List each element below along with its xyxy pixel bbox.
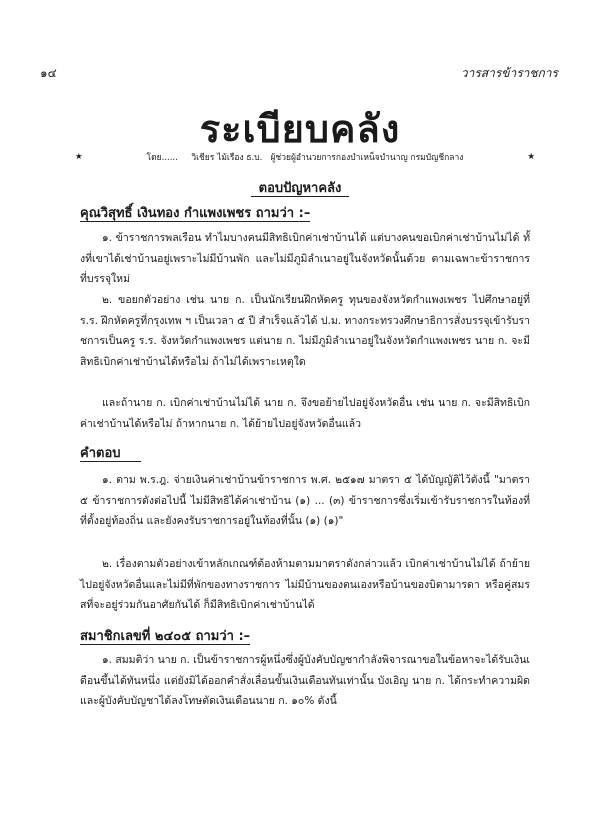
- answer-paragraph-2: ๒. เรื่องตามตัวอย่างเข้าหลักเกณฑ์ต้องห้ามตามมาตราดังกล่าวแล้ว เบิกค่าเช่าบ้านไม่ได้ ถ้าย้ายไปอยู่จังหวัดอื่นและไม่มีที่พักของทางราชการ ไม่มีบ้านของตนเองหรือบ้านของบิดามารดา หรือคู่สมรสที่จะอยู่ร่วมกันอาศัยกันได้ ก็มีสิทธิเบิกค่าเช่าบ้านได้: [80, 558, 530, 611]
- byline-text: [83, 150, 528, 164]
- question-1-paragraph-3: และถ้านาย ก. เบิกค่าเช่าบ้านไม่ได้ นาย ก. จึงขอย้ายไปอยู่จังหวัดอื่น เช่น นาย ก. จะมีสิทธิเบิกค่าเช่าบ้านได้หรือไม่ ถ้าหากนาย ก. ได้ย้ายไปอยู่จังหวัดอื่นแล้ว: [80, 397, 530, 430]
- page-number: ๑๔: [40, 66, 57, 80]
- answer-paragraph-1: ๑. ตาม พ.ร.ฎ. จ่ายเงินค่าเช่าบ้านข้าราชการ พ.ศ. ๒๕๑๗ มาตรา ๕ ได้บัญญัติไว้ดังนี้ "มาตรา ๕ ข้าราชการดังต่อไปนี้ ไม่มีสิทธิได้ค่าเช่าบ้าน (๑) ... (๓) ข้าราชการซึ่งเริ่มเข้ารับราชการในท้องที่ที่ตั้งอยู่ท้องถิ่น และยังคงรับราชการอยู่ในท้องที่นั้น (๑) (๑)": [80, 474, 530, 527]
- byline: [75, 150, 535, 164]
- question-2-paragraph-1: ๑. สมมติว่า นาย ก. เป็นข้าราชการผู้หนึ่งซึ่งผู้บังคับบัญชากำลังพิจารณาขอในข้อหาจะได้รับเงินเดือนขึ้นได้ทันหนึ่ง แต่ยังมิได้ออกคำสั่งเลื่อนขั้นเงินเดือนทันเท่านั้น บังเอิญ นาย ก. ได้กระทำความผิดและผู้บังคับบัญชาได้ลงโทษตัดเงินเดือนนาย ก. ๑๐% ดังนี้: [80, 654, 530, 707]
- page-title: ระเบียบคลัง: [199, 107, 401, 151]
- answer-heading: คำตอบ: [80, 442, 141, 463]
- question-1-paragraph-2: ๒. ขอยกตัวอย่าง เช่น นาย ก. เป็นนักเรียนฝึกหัดครู ทุนของจังหวัดกำแพงเพชร ไปศึกษาอยู่ที่ ร.ร. ฝึกหัดครูที่กรุงเทพ ฯ เป็นเวลา ๕ ปี สำเร็จแล้วได้ ป.ม. ทางกระทรวงศึกษาธิการสั่งบรรจุเข้ารับราชการเป็นครู ร.ร. จังหวัดกำแพงเพชร แต่นาย ก. ไม่มีภูมิลำเนาอยู่ในจังหวัดกำแพงเพชร นาย ก. จะมีสิทธิเบิกค่าเช่าบ้านได้หรือไม่ ถ้าไม่ได้เพราะเหตุใด: [80, 294, 530, 368]
- section-heading: ตอบปัญหาคลัง: [0, 177, 600, 198]
- question-1-paragraph-1: ๑. ข้าราชการพลเรือน ทำไมบางคนมีสิทธิเบิกค่าเช่าบ้านได้ แต่บางคนขอเบิกค่าเช่าบ้านไม่ได้ ทั้งที่เขาได้เช่าบ้านอยู่เพราะไม่มีบ้านพัก และไม่มีภูมิลำเนาอยู่ในจังหวัดนั้นด้วย ตามเฉพาะข้าราชการที่บรรจุใหม่: [80, 232, 530, 285]
- byline-prefix: โดย......: [146, 153, 178, 163]
- question-1-heading: คุณวิสุทธิ์ เงินทอง กำแพงเพชร ถามว่า :–: [80, 206, 311, 221]
- running-head: วารสารข้าราชการ: [460, 66, 558, 80]
- star-right-icon: ★: [527, 152, 535, 162]
- question-2-heading: สมาชิกเลขที่ ๒๔๐๕ ถามว่า :–: [80, 629, 251, 644]
- byline-author: วิเชียร ไม้เรือง ธ.บ.: [191, 153, 263, 163]
- byline-position: ผู้ช่วยผู้อำนวยการกองบำเหน็จบำนาญ กรมบัญชีกลาง: [270, 153, 464, 163]
- star-left-icon: ★: [75, 152, 83, 162]
